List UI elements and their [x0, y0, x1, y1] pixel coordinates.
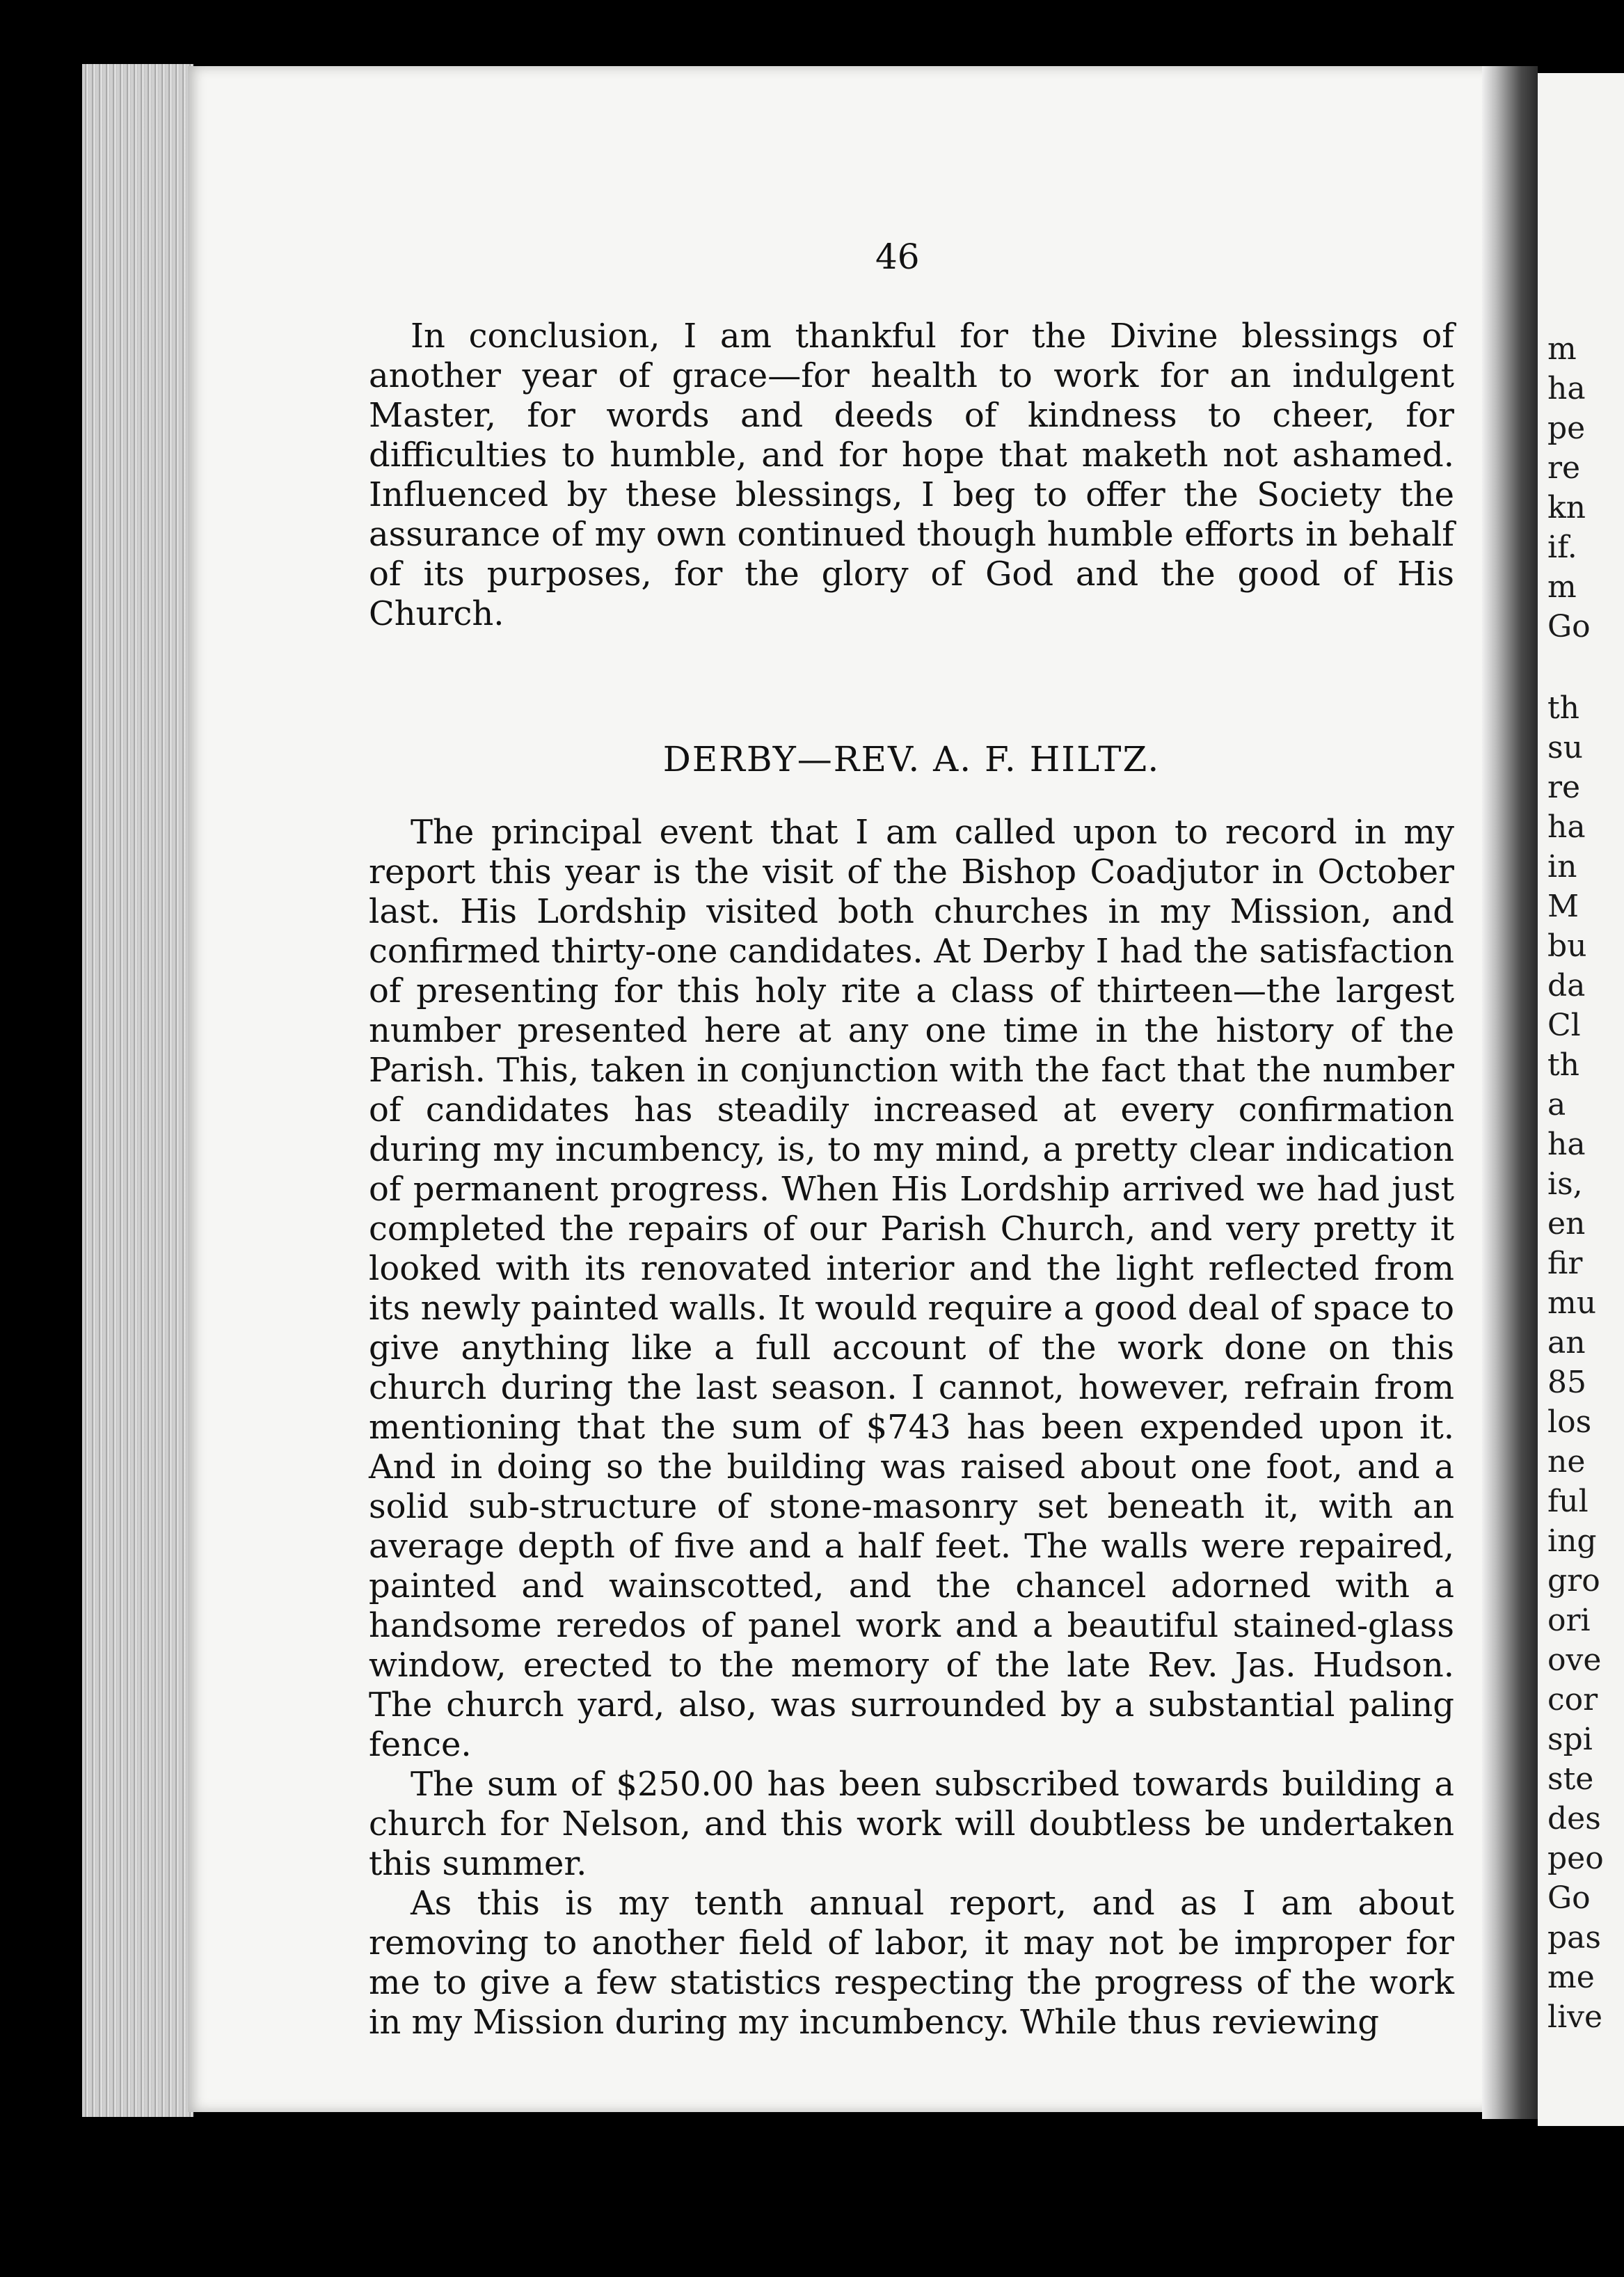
next-page-fragment: ste: [1547, 1761, 1594, 1797]
next-page-fragment: pe: [1547, 411, 1586, 446]
next-page-fragment: if.: [1547, 530, 1577, 565]
next-page-fragment: mu: [1547, 1285, 1597, 1321]
next-page-fragment: fir: [1547, 1246, 1583, 1281]
paragraph-3: As this is my tenth annual report, and as I am about removing to another field of labor, it may not be improper for me to give a few statistics respecting the progress of the work in my Mission during my incumbency. While thus reviewing: [369, 1884, 1454, 2042]
next-page-fragment: ha: [1547, 809, 1586, 845]
next-page-fragment: su: [1547, 730, 1583, 765]
next-page-edge: [1538, 73, 1624, 2126]
next-page-fragment: th: [1547, 1047, 1580, 1083]
next-page-fragment: des: [1547, 1801, 1601, 1836]
next-page-fragment: M: [1547, 889, 1579, 924]
next-page-fragment: da: [1547, 968, 1586, 1003]
next-page-fragment: m: [1547, 569, 1577, 605]
next-page-fragment: me: [1547, 1960, 1595, 1995]
paragraph-2: The sum of $250.00 has been subscribed towards building a church for Nelson, and this work will doubtless be undertaken this summer.: [369, 1765, 1454, 1883]
next-page-fragment: pas: [1547, 1920, 1601, 1955]
section-heading: DERBY—REV. A. F. HILTZ.: [662, 739, 1161, 779]
next-page-fragment: peo: [1547, 1841, 1604, 1876]
book-gutter: [1482, 66, 1538, 2119]
next-page-fragment: re: [1547, 450, 1581, 486]
next-page-fragment: in: [1547, 849, 1577, 884]
intro-paragraph-block: [369, 317, 1454, 634]
next-page-fragment: gro: [1547, 1563, 1600, 1598]
next-page-fragment: is,: [1547, 1166, 1583, 1202]
next-page-fragment: ing: [1547, 1523, 1597, 1559]
next-page-fragment: 85: [1547, 1365, 1586, 1400]
page-edges: [82, 64, 193, 2117]
next-page-fragment: an: [1547, 1325, 1586, 1360]
next-page-fragment: a: [1547, 1087, 1566, 1122]
intro-paragraph: In conclusion, I am thankful for the Divine blessings of another year of grace—for health to work for an indulgent Master, for words and deeds of kindness to cheer, for difficulties to humble, and for hope that maketh not ashamed. Influenced by these blessings, I beg to offer the Society the assurance of my own continued though humble efforts in behalf of its purposes, for the glory of God and the good of His Church.: [369, 317, 1454, 633]
next-page-fragment: ha: [1547, 371, 1586, 406]
next-page-fragment: Go: [1547, 1880, 1591, 1916]
page-number: 46: [875, 237, 920, 277]
next-page-fragment: m: [1547, 331, 1577, 367]
paragraph-1: The principal event that I am called upon to record in my report this year is the visit of the Bishop Coadjutor in October last. His Lordship visited both churches in my Mission, and confirmed thirty-one candidates. At Derby I had the satisfaction of presenting for this holy rite a class of thirteen—the largest number presented here at any one time in the history of the Parish. This, taken in conjunction with the fact that the number of candidates has steadily increased at every confirmation during my incumbency, is, to my mind, a pretty clear indication of permanent progress. When His Lordship arrived we had just completed the repairs of our Parish Church, and very pretty it looked with its renovated interior and the light reflected from its newly painted walls. It would require a good deal of space to give anything like a full account of the work done on this church during the last season. I cannot, however, refrain from mentioning that the sum of $743 has been expended upon it. And in doing so the building was raised about one foot, and a solid sub-structure of stone-masonry set beneath it, with an average depth of five and a half feet. The walls were repaired, painted and wainscotted, and the chancel adorned with a handsome reredos of panel work and a beautiful stained-glass window, erected to the memory of the late Rev. Jas. Hudson. The church yard, also, was surrounded by a substantial paling fence.: [369, 813, 1454, 1764]
next-page-fragment: Go: [1547, 609, 1591, 644]
body-text: [369, 813, 1454, 2042]
next-page-fragment: ful: [1547, 1484, 1589, 1519]
next-page-fragment: spi: [1547, 1722, 1593, 1757]
next-page-fragment: th: [1547, 690, 1580, 726]
next-page-fragment: ori: [1547, 1603, 1591, 1638]
next-page-fragment: cor: [1547, 1682, 1598, 1717]
next-page-fragment: ha: [1547, 1127, 1586, 1162]
next-page-fragment: bu: [1547, 928, 1587, 964]
next-page-fragment: ne: [1547, 1444, 1586, 1479]
next-page-fragment: re: [1547, 770, 1581, 805]
next-page-fragment: los: [1547, 1404, 1592, 1440]
next-page-fragment: Cl: [1547, 1008, 1581, 1043]
next-page-fragment: en: [1547, 1206, 1586, 1241]
next-page-fragment: ove: [1547, 1642, 1602, 1678]
next-page-fragment: kn: [1547, 490, 1586, 525]
next-page-fragment: live: [1547, 1999, 1603, 2035]
